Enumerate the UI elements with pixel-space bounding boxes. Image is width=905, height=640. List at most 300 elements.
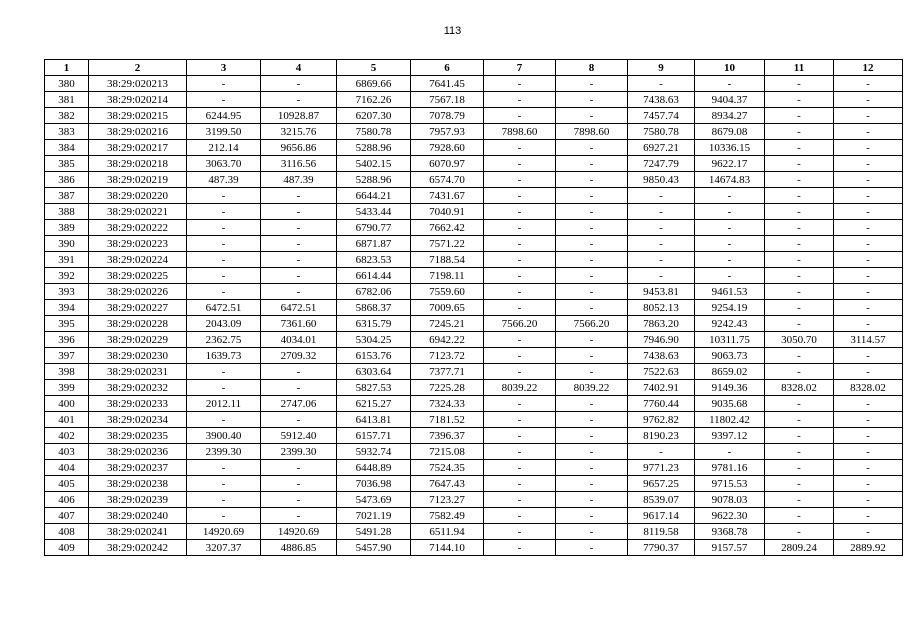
table-cell: 7641.45 [411,76,484,92]
table-cell: - [556,236,628,252]
table-cell: 38:29:020215 [89,108,187,124]
table-row [45,156,903,172]
table-cell: - [484,540,556,556]
column-header: 9 [628,60,695,76]
table-cell: - [765,220,834,236]
table-cell: 7582.49 [411,508,484,524]
table-cell: 38:29:020222 [89,220,187,236]
table-cell: - [261,380,337,396]
table-cell: - [187,380,261,396]
table-cell: - [187,492,261,508]
table-cell: - [834,428,903,444]
table-cell: 7957.93 [411,124,484,140]
table-cell: - [261,268,337,284]
table-cell: 9781.16 [695,460,765,476]
table-cell: 9771.23 [628,460,695,476]
table-cell: - [765,444,834,460]
table-cell: - [765,476,834,492]
table-cell: 7898.60 [484,124,556,140]
table-row [45,252,903,268]
table-cell: 7522.63 [628,364,695,380]
table-cell: 6413.81 [337,412,411,428]
table-cell: - [261,204,337,220]
table-cell: 5932.74 [337,444,411,460]
table-cell: 407 [45,508,89,524]
table-cell: - [484,172,556,188]
table-cell: 7438.63 [628,348,695,364]
table-cell: - [556,108,628,124]
table-cell: - [484,236,556,252]
table-cell: - [484,204,556,220]
table-cell: 38:29:020229 [89,332,187,348]
table-cell: 2043.09 [187,316,261,332]
table-cell: - [187,188,261,204]
table-cell: 7188.54 [411,252,484,268]
table-cell: - [187,364,261,380]
table-cell: 382 [45,108,89,124]
table-cell: 38:29:020232 [89,380,187,396]
table-cell: - [484,268,556,284]
table-cell: - [261,236,337,252]
table-cell: - [834,124,903,140]
table-cell: 9622.30 [695,508,765,524]
table-cell: - [484,140,556,156]
header-row [45,60,903,76]
table-cell: - [834,476,903,492]
table-cell: 6927.21 [628,140,695,156]
table-cell: 3063.70 [187,156,261,172]
table-row [45,172,903,188]
table-cell: 7377.71 [411,364,484,380]
table-cell: - [834,188,903,204]
table-cell: 6070.97 [411,156,484,172]
table-cell: 4034.01 [261,332,337,348]
column-header: 11 [765,60,834,76]
table-cell: 8052.13 [628,300,695,316]
table-cell: 38:29:020217 [89,140,187,156]
table-cell: 3207.37 [187,540,261,556]
table-cell: - [556,76,628,92]
table-cell: 38:29:020228 [89,316,187,332]
table-cell: - [556,444,628,460]
table-cell: - [261,220,337,236]
table-cell: - [556,412,628,428]
table-cell: 391 [45,252,89,268]
table-cell: - [484,220,556,236]
table-cell: 38:29:020239 [89,492,187,508]
table-cell: - [484,524,556,540]
table-cell: - [556,492,628,508]
table-cell: 6644.21 [337,188,411,204]
table-cell: 38:29:020242 [89,540,187,556]
table-row [45,412,903,428]
table-cell: 6871.87 [337,236,411,252]
table-cell: 7078.79 [411,108,484,124]
table-cell: 2012.11 [187,396,261,412]
table-cell: - [556,220,628,236]
table-cell: 38:29:020221 [89,204,187,220]
table-cell: 8539.07 [628,492,695,508]
table-cell: - [484,412,556,428]
table-cell: 6942.22 [411,332,484,348]
table-cell: - [834,444,903,460]
table-cell: - [765,396,834,412]
table-cell: 7438.63 [628,92,695,108]
table-cell: 38:29:020219 [89,172,187,188]
table-cell: 409 [45,540,89,556]
table-cell: 7431.67 [411,188,484,204]
table-cell: 387 [45,188,89,204]
table-cell: 406 [45,492,89,508]
table-cell: 38:29:020223 [89,236,187,252]
table-cell: 6472.51 [261,300,337,316]
table-cell: 9368.78 [695,524,765,540]
table-cell: 7361.60 [261,316,337,332]
table-cell: - [261,364,337,380]
table-cell: 7928.60 [411,140,484,156]
table-cell: 38:29:020233 [89,396,187,412]
table-cell: 3199.50 [187,124,261,140]
table-cell: 7580.78 [337,124,411,140]
table-cell: - [834,364,903,380]
table-cell: - [187,284,261,300]
table-cell: - [834,268,903,284]
column-header: 2 [89,60,187,76]
table-cell: - [628,268,695,284]
table-cell: 5457.90 [337,540,411,556]
table-cell: - [261,508,337,524]
table-cell: 7040.91 [411,204,484,220]
table-cell: - [484,364,556,380]
table-cell: - [187,476,261,492]
table-cell: 212.14 [187,140,261,156]
column-header: 12 [834,60,903,76]
table-cell: - [834,524,903,540]
table-row [45,380,903,396]
table-cell: 6614.44 [337,268,411,284]
table-cell: - [261,284,337,300]
table-cell: - [834,300,903,316]
table-cell: - [628,236,695,252]
table-cell: - [484,284,556,300]
table-cell: 8659.02 [695,364,765,380]
table-cell: - [556,540,628,556]
table-cell: - [628,220,695,236]
table-cell: - [187,204,261,220]
table-cell: - [484,476,556,492]
table-cell: 5288.96 [337,172,411,188]
table-cell: - [484,396,556,412]
table-cell: - [695,220,765,236]
table-cell: - [834,220,903,236]
table-cell: - [834,252,903,268]
table-cell: - [556,268,628,284]
table-cell: 6315.79 [337,316,411,332]
table-cell: - [484,348,556,364]
table-cell: - [556,460,628,476]
table-cell: - [261,188,337,204]
table-cell: 408 [45,524,89,540]
table-cell: 383 [45,124,89,140]
column-header: 6 [411,60,484,76]
table-cell: 6574.70 [411,172,484,188]
table-cell: 7245.21 [411,316,484,332]
table-cell: - [765,156,834,172]
table-cell: - [765,428,834,444]
table-cell: 5868.37 [337,300,411,316]
table-cell: 38:29:020218 [89,156,187,172]
table-row [45,332,903,348]
table-cell: 10311.75 [695,332,765,348]
table-cell: 38:29:020234 [89,412,187,428]
table-cell: 5304.25 [337,332,411,348]
table-cell: - [484,92,556,108]
table-cell: 7225.28 [411,380,484,396]
table-cell: - [484,76,556,92]
table-cell: 7021.19 [337,508,411,524]
table-cell: 1639.73 [187,348,261,364]
column-header: 8 [556,60,628,76]
table-cell: 8190.23 [628,428,695,444]
table-cell: - [834,156,903,172]
table-cell: - [695,204,765,220]
table-cell: - [556,476,628,492]
table-cell: 8679.08 [695,124,765,140]
table-cell: - [765,316,834,332]
table-cell: - [765,300,834,316]
table-cell: 38:29:020213 [89,76,187,92]
table-cell: - [556,300,628,316]
table-cell: - [628,252,695,268]
table-cell: - [834,412,903,428]
table-cell: 38:29:020236 [89,444,187,460]
table-cell: 38:29:020237 [89,460,187,476]
table-cell: 394 [45,300,89,316]
table-cell: 397 [45,348,89,364]
table-cell: - [695,252,765,268]
table-row [45,428,903,444]
table-row [45,188,903,204]
table-cell: 7790.37 [628,540,695,556]
table-row [45,508,903,524]
table-cell: 6215.27 [337,396,411,412]
table-cell: 6472.51 [187,300,261,316]
table-row [45,460,903,476]
table-cell: 9453.81 [628,284,695,300]
table-row [45,76,903,92]
table-cell: - [556,524,628,540]
table-cell: 6207.30 [337,108,411,124]
table-cell: 14674.83 [695,172,765,188]
table-cell: - [765,252,834,268]
table-cell: 9149.36 [695,380,765,396]
table-cell: 2809.24 [765,540,834,556]
table-cell: 7580.78 [628,124,695,140]
table-cell: - [187,252,261,268]
table-cell: 396 [45,332,89,348]
table-cell: - [628,204,695,220]
table-cell: - [484,300,556,316]
table-cell: - [834,460,903,476]
page-number: 113 [443,25,462,37]
table-cell: 9404.37 [695,92,765,108]
table-cell: 9622.17 [695,156,765,172]
table-cell: 7198.11 [411,268,484,284]
table-cell: 38:29:020225 [89,268,187,284]
table-cell: 38:29:020224 [89,252,187,268]
table-cell: - [765,508,834,524]
table-cell: - [556,284,628,300]
table-cell: 7946.90 [628,332,695,348]
table-cell: 7566.20 [556,316,628,332]
table-cell: 8039.22 [556,380,628,396]
table-cell: 404 [45,460,89,476]
column-header: 10 [695,60,765,76]
table-cell: 2399.30 [187,444,261,460]
table-cell: - [765,204,834,220]
table-cell: 7123.27 [411,492,484,508]
table-cell: - [834,236,903,252]
table-cell: 4886.85 [261,540,337,556]
table-cell: - [556,332,628,348]
table-cell: 6303.64 [337,364,411,380]
table-cell: - [484,492,556,508]
table-cell: - [556,92,628,108]
table-cell: 6782.06 [337,284,411,300]
table-row [45,300,903,316]
table-cell: - [834,284,903,300]
table-cell: - [556,156,628,172]
table-cell: 38:29:020216 [89,124,187,140]
table-cell: - [765,492,834,508]
table-cell: 2889.92 [834,540,903,556]
table-row [45,316,903,332]
table-cell: 5912.40 [261,428,337,444]
table-cell: - [556,172,628,188]
table-cell: - [187,460,261,476]
table-cell: - [556,140,628,156]
table-cell: 8119.58 [628,524,695,540]
table-cell: - [484,108,556,124]
table-cell: - [484,508,556,524]
table-row [45,444,903,460]
table-row [45,492,903,508]
table-cell: - [695,236,765,252]
table-cell: 2709.32 [261,348,337,364]
table-cell: - [695,188,765,204]
column-header: 5 [337,60,411,76]
table-cell: - [765,124,834,140]
table-cell: 9242.43 [695,316,765,332]
table-row [45,348,903,364]
table-cell: 381 [45,92,89,108]
table-row [45,284,903,300]
table-cell: 9656.86 [261,140,337,156]
table-cell: - [187,412,261,428]
table-cell: 6244.95 [187,108,261,124]
table-cell: 7123.72 [411,348,484,364]
table-cell: 3050.70 [765,332,834,348]
table-cell: 9850.43 [628,172,695,188]
table-row [45,364,903,380]
table-cell: - [765,284,834,300]
table-cell: - [765,76,834,92]
table-cell: 5491.28 [337,524,411,540]
table-cell: - [834,140,903,156]
table-cell: - [765,524,834,540]
table-cell: 393 [45,284,89,300]
data-table [44,59,903,556]
table-cell: 402 [45,428,89,444]
table-cell: 9397.12 [695,428,765,444]
table-cell: 5433.44 [337,204,411,220]
table-cell: - [765,412,834,428]
table-cell: - [695,268,765,284]
table-row [45,540,903,556]
table-cell: 385 [45,156,89,172]
table-cell: - [765,460,834,476]
table-cell: 390 [45,236,89,252]
table-cell: - [187,508,261,524]
table-cell: - [695,76,765,92]
table-cell: 7662.42 [411,220,484,236]
table-cell: 5402.15 [337,156,411,172]
table-cell: - [628,188,695,204]
table-cell: 388 [45,204,89,220]
table-cell: 38:29:020230 [89,348,187,364]
table-cell: - [556,508,628,524]
table-cell: 7247.79 [628,156,695,172]
table-cell: 392 [45,268,89,284]
table-cell: 38:29:020238 [89,476,187,492]
table-cell: 5473.69 [337,492,411,508]
table-cell: - [834,172,903,188]
table-cell: 6823.53 [337,252,411,268]
table-cell: - [261,252,337,268]
table-cell: 3900.40 [187,428,261,444]
table-cell: - [556,252,628,268]
table-cell: 5288.96 [337,140,411,156]
table-row [45,268,903,284]
table-cell: - [484,428,556,444]
table-cell: 3114.57 [834,332,903,348]
table-cell: - [556,348,628,364]
table-row [45,108,903,124]
table-cell: - [834,316,903,332]
table-cell: 38:29:020226 [89,284,187,300]
table-cell: - [261,476,337,492]
table-cell: 386 [45,172,89,188]
table-cell: - [765,140,834,156]
table-cell: 9461.53 [695,284,765,300]
table-cell: - [261,76,337,92]
table-cell: 14920.69 [261,524,337,540]
table-cell: 2399.30 [261,444,337,460]
table-cell: - [834,348,903,364]
table-cell: - [834,92,903,108]
table-cell: - [834,76,903,92]
column-header: 3 [187,60,261,76]
table-cell: 7863.20 [628,316,695,332]
table-cell: 2747.06 [261,396,337,412]
table-cell: - [261,492,337,508]
table-cell: - [187,76,261,92]
table-cell: 38:29:020214 [89,92,187,108]
table-cell: 38:29:020235 [89,428,187,444]
table-cell: 487.39 [261,172,337,188]
table-cell: 10336.15 [695,140,765,156]
table-cell: 7402.91 [628,380,695,396]
